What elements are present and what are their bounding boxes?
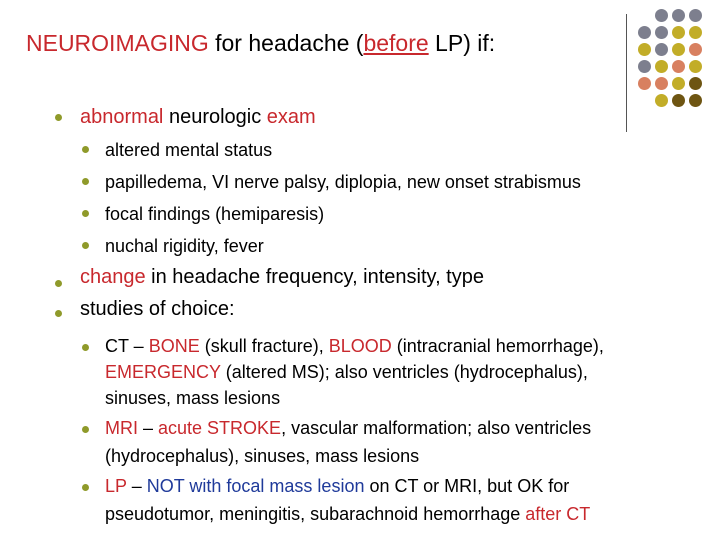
mri-line-1	[105, 418, 591, 439]
text-skull-fracture: (skull fracture),	[199, 336, 329, 356]
sub-bullet-marker	[82, 146, 89, 153]
title-neuroimaging: NEUROIMAGING	[26, 30, 209, 56]
decorative-dot	[689, 26, 702, 39]
text-bone: BONE	[148, 336, 200, 356]
text-exam: exam	[266, 106, 316, 128]
sub-bullet-marker	[82, 210, 89, 217]
decorative-dot	[672, 43, 685, 56]
text-change-rest: in headache frequency, intensity, type	[145, 266, 484, 288]
decorative-dot	[672, 9, 685, 22]
slide-title	[26, 30, 495, 57]
decorative-dot	[655, 77, 668, 90]
decorative-dot	[638, 60, 651, 73]
text-lp: LP	[105, 476, 127, 496]
ct-line-1	[105, 336, 604, 357]
sub-item: altered mental status	[105, 140, 273, 160]
decorative-dot	[655, 9, 668, 22]
text-change: change	[80, 266, 146, 288]
text-not-with-focal: NOT with focal mass lesion	[146, 476, 365, 496]
decorative-dot	[638, 26, 651, 39]
sub-bullet-marker	[82, 344, 89, 351]
sub-item: papilledema, VI nerve palsy, diplopia, new onset strabismus	[105, 172, 581, 192]
text-abnormal: abnormal	[80, 106, 164, 128]
ct-line-2	[105, 362, 588, 383]
decorative-dot	[655, 94, 668, 107]
decorative-dot	[672, 60, 685, 73]
lp-line-2	[105, 504, 590, 525]
bullet-studies: studies of choice:	[80, 298, 235, 320]
decorative-dot	[638, 43, 651, 56]
decorative-dot	[689, 9, 702, 22]
text-intracranial: (intracranial hemorrhage),	[391, 336, 604, 356]
decorative-dot	[689, 94, 702, 107]
bullet-marker	[55, 280, 62, 287]
text-vascular: , vascular malformation; also ventricles	[281, 418, 592, 438]
sub-bullet-marker	[82, 242, 89, 249]
decorative-dot	[689, 77, 702, 90]
text-dash: –	[126, 476, 147, 496]
sub-bullet-marker	[82, 484, 89, 491]
decorative-dot	[655, 60, 668, 73]
title-lp-if: LP) if:	[428, 30, 496, 56]
decorative-dot	[672, 77, 685, 90]
mri-line-2: (hydrocephalus), sinuses, mass lesions	[105, 446, 420, 466]
text-after-ct: after CT	[525, 504, 591, 524]
sub-item: focal findings (hemiparesis)	[105, 204, 325, 224]
sub-bullet-marker	[82, 426, 89, 433]
bullet-abnormal-exam	[80, 106, 316, 129]
decorative-dot	[655, 43, 668, 56]
title-before: before	[363, 30, 429, 56]
text-pseudotumor: pseudotumor, meningitis, subarachnoid hemorrhage	[105, 504, 526, 524]
sub-item: nuchal rigidity, fever	[105, 236, 264, 256]
text-neurologic: neurologic	[163, 106, 267, 128]
text-acute-stroke: acute STROKE	[158, 418, 282, 438]
text-dash: –	[138, 418, 159, 438]
text-ct: CT –	[105, 336, 149, 356]
sub-bullet-marker	[82, 178, 89, 185]
text-emergency: EMERGENCY	[105, 362, 221, 382]
decorative-dot	[655, 26, 668, 39]
bullet-marker	[55, 114, 62, 121]
decorative-dot	[689, 60, 702, 73]
ct-line-3: sinuses, mass lesions	[105, 388, 281, 408]
title-for-headache: for headache (	[208, 30, 364, 56]
text-blood: BLOOD	[328, 336, 392, 356]
decorative-divider	[626, 14, 627, 132]
text-on-ct-or-mri: on CT or MRI, but OK for	[364, 476, 570, 496]
text-mri: MRI	[105, 418, 138, 438]
decorative-dot	[672, 26, 685, 39]
bullet-marker	[55, 310, 62, 317]
decorative-dot	[672, 94, 685, 107]
lp-line-1	[105, 476, 569, 497]
text-altered-ms: (altered MS); also ventricles (hydrocephalus),	[220, 362, 588, 382]
decorative-dot	[638, 77, 651, 90]
decorative-dot	[689, 43, 702, 56]
bullet-change	[80, 266, 484, 289]
